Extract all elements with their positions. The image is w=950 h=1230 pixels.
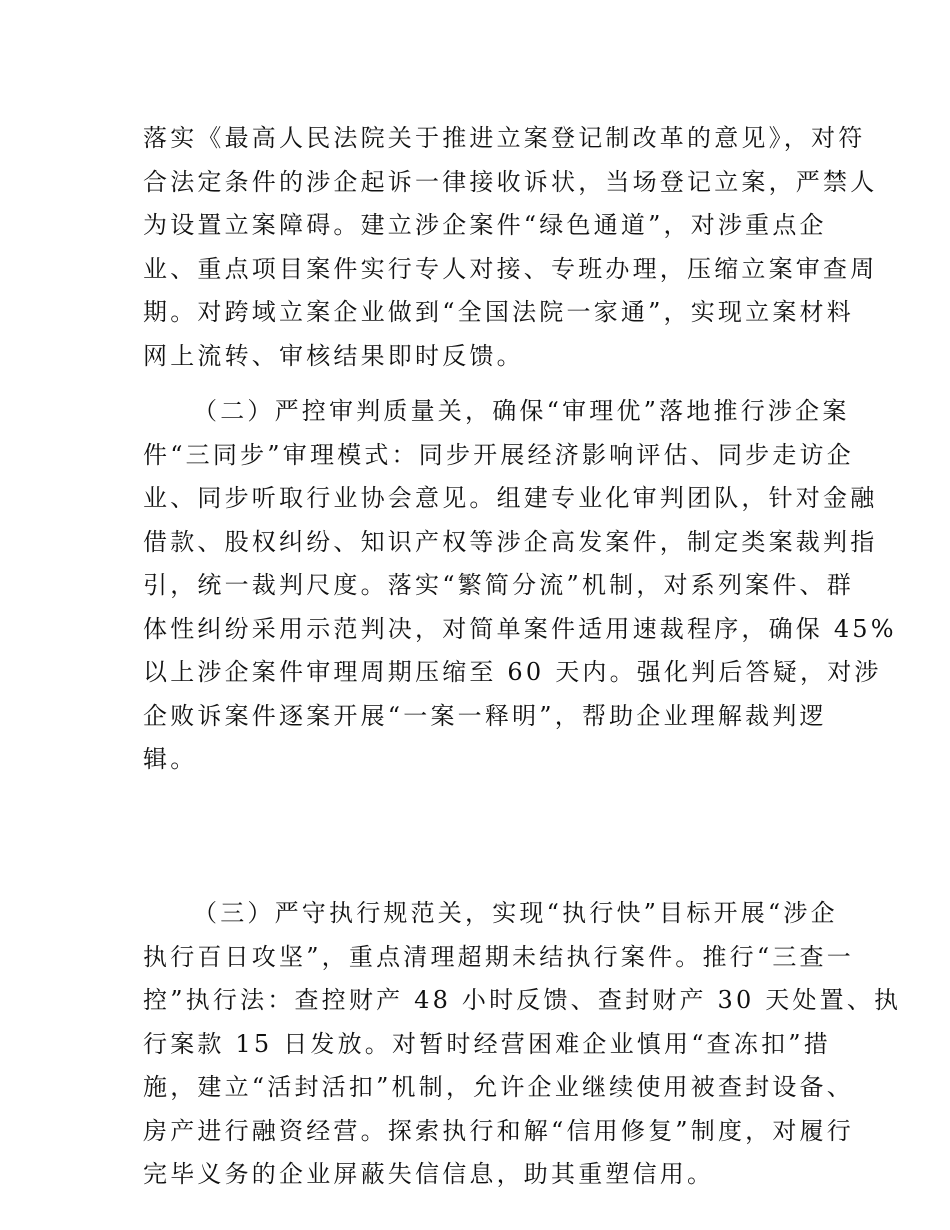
paragraph-line: 业、同步听取行业协会意见。组建专业化审判团队，针对金融 bbox=[143, 484, 878, 512]
paragraph-line: 房产进行融资经营。探索执行和解“信用修复”制度，对履行 bbox=[143, 1116, 854, 1145]
paragraph-line: 业、重点项目案件实行专人对接、专班办理，压缩立案审查周 bbox=[143, 254, 878, 283]
paragraph-case-filing bbox=[143, 117, 878, 378]
paragraph-line: 合法定条件的涉企起诉一律接收诉状，当场登记立案，严禁人 bbox=[143, 167, 878, 196]
paragraph-line: 施，建立“活封活扣”机制，允许企业继续使用被查封设备、 bbox=[143, 1073, 854, 1101]
paragraph-line: （三）严守执行规范关，实现“执行快”目标开展“涉企 bbox=[193, 899, 838, 927]
paragraph-line: 辑。 bbox=[143, 745, 198, 773]
paragraph-line: 借款、股权纠纷、知识产权等涉企高发案件，制定类案裁判指 bbox=[143, 527, 878, 556]
paragraph-line: 引，统一裁判尺度。落实“繁简分流”机制，对系列案件、群 bbox=[143, 571, 854, 599]
paragraph-trial-quality bbox=[143, 390, 897, 782]
paragraph-line: 落实《最高人民法院关于推进立案登记制改革的意见》，对符 bbox=[143, 124, 866, 152]
paragraph-line: 行案款 15 日发放。对暂时经营困难企业慎用“查冻扣”措 bbox=[143, 1029, 831, 1058]
paragraph-line: （二）严控审判质量关，确保“审理优”落地推行涉企案 bbox=[193, 397, 850, 425]
paragraph-line: 完毕义务的企业屏蔽失信信息，助其重塑信用。 bbox=[143, 1160, 715, 1188]
paragraph-line: 企败诉案件逐案开展“一案一释明”，帮助企业理解裁判逻 bbox=[143, 701, 827, 730]
paragraph-line: 以上涉企案件审理周期压缩至 60 天内。强化判后答疑，对涉 bbox=[143, 658, 882, 686]
paragraph-line: 执行百日攻坚”，重点清理超期未结执行案件。推行“三查一 bbox=[143, 942, 854, 971]
paragraph-line: 为设置立案障碍。建立涉企案件“绿色通道”，对涉重点企 bbox=[143, 211, 827, 239]
paragraph-enforcement bbox=[143, 892, 902, 1197]
paragraph-line: 体性纠纷采用示范判决，对简单案件适用速裁程序，确保 45% bbox=[143, 614, 897, 643]
paragraph-line: 网上流转、审核结果即时反馈。 bbox=[143, 341, 524, 370]
paragraph-line: 件“三同步”审理模式：同步开展经济影响评估、同步走访企 bbox=[143, 440, 854, 469]
paragraph-line: 控”执行法：查控财产 48 小时反馈、查封财产 30 天处置、执 bbox=[143, 986, 902, 1014]
paragraph-line: 期。对跨域立案企业做到“全国法院一家通”，实现立案材料 bbox=[143, 298, 854, 326]
